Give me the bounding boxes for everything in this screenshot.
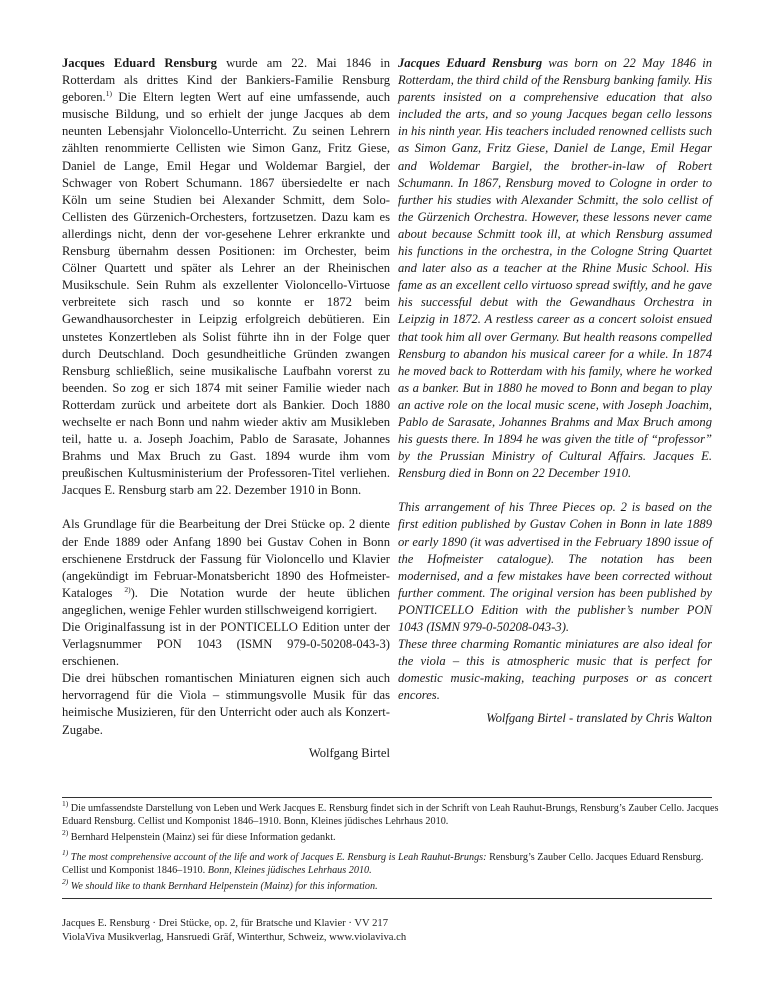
footnote-separator-top (62, 797, 712, 798)
footnote-en-1: $^{1)}$ The most comprehensive account of the life and work of Jacques E. Rensburg is Leah Rauhut-Brungs: Rensburg’s Zauber Cello. Jacques Eduard Rensburg. Cellist und Komponist 1846–1910. Bonn, Kleines jüdisches Lehrhaus 2010. (62, 848, 704, 877)
english-signature: Wolfgang Birtel - translated by Chris Walton (486, 711, 712, 726)
english-biography-paragraph: Jacques Eduard Rensburg was born on 22 May 1846 in Rotterdam, the third child of the Rensburg banking family. His parents insisted on a comprehensive education that also included the arts, and so young Jacques began cello lessons in his ninth year. His teachers included renowned cellists such as Simon Ganz, Fritz Giese, Daniel de Lange, Emil Hegar and Woldemar Bargiel, the brother-in-law of Robert Schumann. In 1867, Rensburg moved to Cologne in order to further his studies with Alexander Schmitt, the solo cellist of the Gürzenich Orchestra. However, these lessons never came about because Schmitt took ill, at which Rensburg assumed his functions in the orchestra, in the Cologne String Quartet and later also as a teacher at the Rhine Music School. His fame as an excellent cello virtuoso spread swiftly, and he gave his successful debut with the Gewandhaus Orchestra in Leipzig in 1872. A restless career as a concert soloist ensued that took him all over Germany. But health reasons compelled Rensburg to abandon his musical career for a while. In 1874 he moved back to Rotterdam with his family, where he worked as a banker. But in 1880 he moved to Bonn and began to play an active role on the local music scene, with Joseph Joachim, Pablo de Sarasate, Johannes Brahms and Max Bruch among his guests there. In 1894 he was given the title of “professor” by the Prussian Ministry of Cultural Affairs. Jacques E. Rensburg died in Bonn on 22 December 1910. (398, 56, 712, 481)
german-original-version-paragraph: Die Originalfassung ist in der PONTICELLO Edition unter der Verlagsnummer PON 1043 (ISMN 979-0-50208-043-3) erschienen. (62, 620, 390, 669)
english-viola-paragraph: These three charming Romantic miniatures are also ideal for the viola – this is atmospheric music that is perfect for domestic music-making, teaching purposes or as concert encores. (398, 637, 712, 703)
footnote-ref-2: 2) (124, 584, 131, 594)
footnote-de-2: $^{2)}$ Bernhard Helpenstein (Mainz) sei für diese Information gedankt. (62, 828, 336, 844)
footnotes-english (62, 848, 722, 894)
german-edition-paragraph: Als Grundlage für die Bearbeitung der Drei Stücke op. 2 diente der Ende 1889 oder Anfang 1890 bei Gustav Cohen in Bonn erschienene Erstdruck der Fassung für Violoncello und Klavier (angekündigt im Februar-Monatsbericht 1890 des Hofmeister-Kataloges $^{2)}$). Die Notation wurde der heute üblichen angeglichen, wenige Fehler wurden stillschweigend korrigiert. (62, 517, 390, 617)
composer-name-bold: Jacques Eduard Rensburg (398, 56, 543, 70)
german-signature: Wolfgang Birtel (308, 745, 390, 760)
page-footer (62, 917, 406, 944)
footnote-en-2: $^{2)}$ We should like to thank Bernhard Helpenstein (Mainz) for this information. (62, 877, 378, 893)
footer-publisher-line: ViolaViva Musikverlag, Hansruedi Gräf, Winterthur, Schweiz, www.violaviva.ch (62, 931, 407, 943)
footnote-separator-bottom (62, 898, 712, 899)
english-edition-paragraph: This arrangement of his Three Pieces op. 2 is based on the first edition published by Gustav Cohen in Bonn in late 1889 or early 1890 (it was advertised in the February 1890 issue of the Hofmeister catalogue). The notation has been modernised, and a few mistakes have been corrected without further comment. The original version has been published by PONTICELLO Edition with the publisher’s number PON 1043 (ISMN 979-0-50208-043-3). (398, 500, 712, 634)
composer-name-bold: Jacques Eduard Rensburg (62, 56, 217, 70)
english-text-column (398, 55, 712, 728)
german-viola-paragraph: Die drei hübschen romantischen Miniaturen eignen sich auch hervorragend für die Viola – stimmungsvolle Musik für das heimische Musizieren, für den Unterricht oder auch als Konzert-Zugabe. (62, 671, 390, 737)
footnote-de-1: $^{1)}$ Die umfassendste Darstellung von Leben und Werk Jacques E. Rensburg findet sich in der Schrift von Leah Rauhut-Brungs, Rensburg’s Zauber Cello. Jacques Eduard Rensburg. Cellist und Komponist 1846–1910. Bonn, Kleines jüdisches Lehrhaus 2010. (62, 799, 719, 828)
footer-publication-line: Jacques E. Rensburg · Drei Stücke, op. 2, für Bratsche und Klavier · VV 217 (62, 918, 388, 929)
footnotes-german (62, 799, 722, 845)
german-text-column (62, 55, 390, 762)
german-biography-paragraph: Jacques Eduard Rensburg wurde am 22. Mai 1846 in Rotterdam als drittes Kind der Bankiers-Familie Rensburg geboren.$^{1)}$ Die Eltern legten Wert auf eine umfassende, auch musische Bildung, und so erhielt der junge Jacques ab dem neunten Lebensjahr Violoncello-Unterricht. Zu seinen Lehrern zählten renommierte Cellisten wie Simon Ganz, Fritz Giese, Daniel de Lange, Emil Hegar und Woldemar Bargiel, der Schwager von Robert Schumann. 1867 übersiedelte er nach Köln um seine Studien bei Alexander Schmitt, dem Solo-Cellisten des Gürzenich-Orchesters, fortzusetzen. Dazu kam es allerdings nicht, denn der vor-gesehene Lehrer erkrankte und Rensburg übernahm dessen Positionen: im Orchester, beim Cölner Quartett und später als Lehrer an der Rheinischen Musikschule. Sein Ruhm als exzellenter Violoncello-Virtuose verbreitete sich rasch und so konnte er 1872 beim Gewandhausorchester in Leipzig erfolgreich debütieren. Ein unstetes Konzertleben als Solist führte ihn in der Folge quer durch Deutschland. Doch gesundheitliche Gründen zwangen Rensburg schließlich, seine musikalische Laufbahn vorerst zu beenden. So zog er sich 1874 mit seiner Familie wieder nach Rotterdam zurück und arbeitete dort als Bankier. Doch 1880 wechselte er nach Bonn und nahm wieder aktiv am Musikleben teil, hatte u. a. Joseph Joachim, Pablo de Sarasate, Johannes Brahms und Max Bruch zu Gast. 1894 wurde ihm vom preußischen Kultusministerium der Professoren-Titel verliehen. Jacques E. Rensburg starb am 22. Dezember 1910 in Bonn. (62, 56, 391, 498)
footnote-ref-1: 1) (105, 89, 112, 99)
